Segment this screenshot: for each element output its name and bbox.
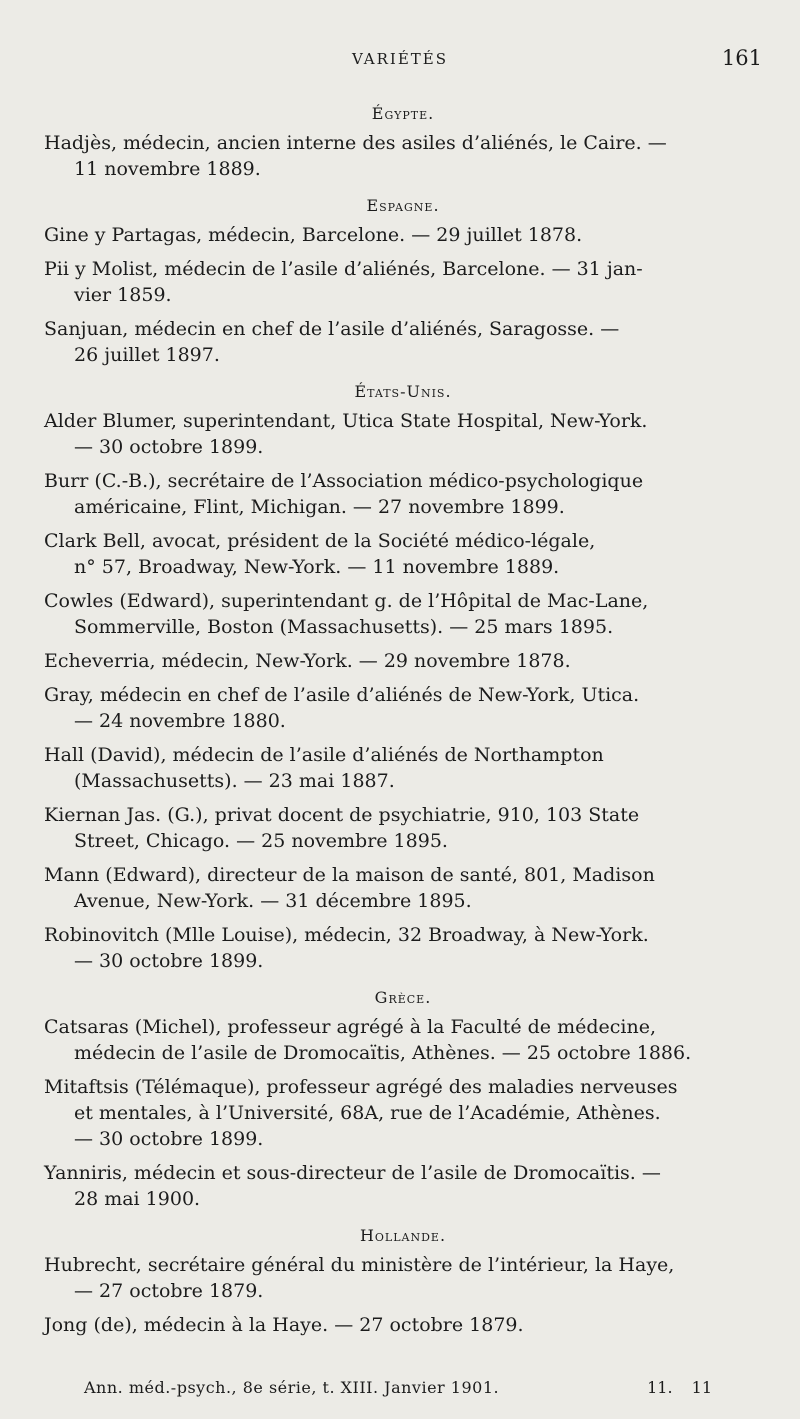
entry-line: — 30 octobre 1899. xyxy=(74,436,264,458)
entry-line: Echeverria, médecin, New-York. — 29 novembre 1878. xyxy=(44,650,571,672)
footer-citation: Ann. méd.-psych., 8e série, t. XIII. Janvier 1901. xyxy=(84,1378,500,1397)
entry-line: Sanjuan, médecin en chef de l’asile d’aliénés, Saragosse. — xyxy=(44,318,620,340)
entry-line: américaine, Flint, Michigan. — 27 novembre 1899. xyxy=(74,496,565,518)
directory-entry xyxy=(44,742,762,794)
entry-line: Cowles (Edward), superintendant g. de l’Hôpital de Mac-Lane, xyxy=(44,590,649,612)
entry-line: Hubrecht, secrétaire général du ministère de l’intérieur, la Haye, xyxy=(44,1254,675,1276)
directory-entry xyxy=(44,1014,762,1066)
entry-line: Clark Bell, avocat, président de la Société médico-légale, xyxy=(44,530,596,552)
entry-line: 28 mai 1900. xyxy=(74,1188,201,1210)
directory-entry xyxy=(44,130,762,182)
entry-line: Robinovitch (Mlle Louise), médecin, 32 Broadway, à New-York. xyxy=(44,924,649,946)
section-heading: États-Unis. xyxy=(354,382,452,401)
directory-entry xyxy=(44,528,762,580)
entry-line: Burr (C.-B.), secrétaire de l’Association médico-psychologique xyxy=(44,470,644,492)
entry-line: médecin de l’asile de Dromocaïtis, Athènes. — 25 octobre 1886. xyxy=(74,1042,692,1064)
entry-line: Mitaftsis (Télémaque), professeur agrégé des maladies nerveuses xyxy=(44,1076,678,1098)
entry-line: — 27 octobre 1879. xyxy=(74,1280,264,1302)
entry-line: — 30 octobre 1899. xyxy=(74,950,264,972)
directory-entry xyxy=(44,648,762,674)
entry-line: Avenue, New-York. — 31 décembre 1895. xyxy=(74,890,472,912)
section-heading: Espagne. xyxy=(366,196,440,215)
entry-line: Street, Chicago. — 25 novembre 1895. xyxy=(74,830,448,852)
entry-line: Jong (de), médecin à la Haye. — 27 octobre 1879. xyxy=(44,1314,524,1336)
entry-line: Catsaras (Michel), professeur agrégé à la Faculté de médecine, xyxy=(44,1016,656,1038)
directory-entry xyxy=(44,256,762,308)
directory-entry xyxy=(44,862,762,914)
directory-entry xyxy=(44,1252,762,1304)
entry-line: vier 1859. xyxy=(74,284,172,306)
entry-line: 26 juillet 1897. xyxy=(74,344,220,366)
directory-entry xyxy=(44,682,762,734)
entry-line: Gine y Partagas, médecin, Barcelone. — 29 juillet 1878. xyxy=(44,224,583,246)
directory-entry xyxy=(44,922,762,974)
directory-entry xyxy=(44,1312,762,1338)
footer xyxy=(0,1378,800,1404)
entry-line: et mentales, à l’Université, 68A, rue de l’Académie, Athènes. xyxy=(74,1102,661,1124)
entry-line: Sommerville, Boston (Massachusetts). — 25 mars 1895. xyxy=(74,616,614,638)
entry-line: Gray, médecin en chef de l’asile d’aliénés de New-York, Utica. xyxy=(44,684,640,706)
entry-line: — 30 octobre 1899. xyxy=(74,1128,264,1150)
page-body xyxy=(44,98,762,1346)
directory-entry xyxy=(44,1074,762,1152)
entry-line: Mann (Edward), directeur de la maison de santé, 801, Madison xyxy=(44,864,655,886)
entry-line: 11 novembre 1889. xyxy=(74,158,261,180)
entry-line: Alder Blumer, superintendant, Utica State Hospital, New-York. xyxy=(44,410,648,432)
entry-line: Yanniris, médecin et sous-directeur de l’asile de Dromocaïtis. — xyxy=(44,1162,661,1184)
directory-entry xyxy=(44,408,762,460)
section-heading: Égypte. xyxy=(371,104,435,123)
entry-line: Kiernan Jas. (G.), privat docent de psychiatrie, 910, 103 State xyxy=(44,804,640,826)
footer-signature: 11. 11 xyxy=(647,1378,712,1397)
directory-entry xyxy=(44,316,762,368)
directory-entry xyxy=(44,222,762,248)
section-heading: Grèce. xyxy=(374,988,432,1007)
page-number: 161 xyxy=(721,46,762,70)
entry-line: Hall (David), médecin de l’asile d’aliénés de Northampton xyxy=(44,744,604,766)
section-heading: Hollande. xyxy=(359,1226,447,1245)
running-title: VARIÉTÉS xyxy=(351,50,449,68)
entry-line: — 24 novembre 1880. xyxy=(74,710,286,732)
entry-line: Pii y Molist, médecin de l’asile d’aliénés, Barcelone. — 31 jan- xyxy=(44,258,643,280)
running-header xyxy=(0,46,800,74)
directory-entry xyxy=(44,588,762,640)
directory-entry xyxy=(44,802,762,854)
directory-entry xyxy=(44,468,762,520)
entry-line: n° 57, Broadway, New-York. — 11 novembre 1889. xyxy=(74,556,560,578)
entry-line: Hadjès, médecin, ancien interne des asiles d’aliénés, le Caire. — xyxy=(44,132,667,154)
directory-entry xyxy=(44,1160,762,1212)
entry-line: (Massachusetts). — 23 mai 1887. xyxy=(74,770,395,792)
